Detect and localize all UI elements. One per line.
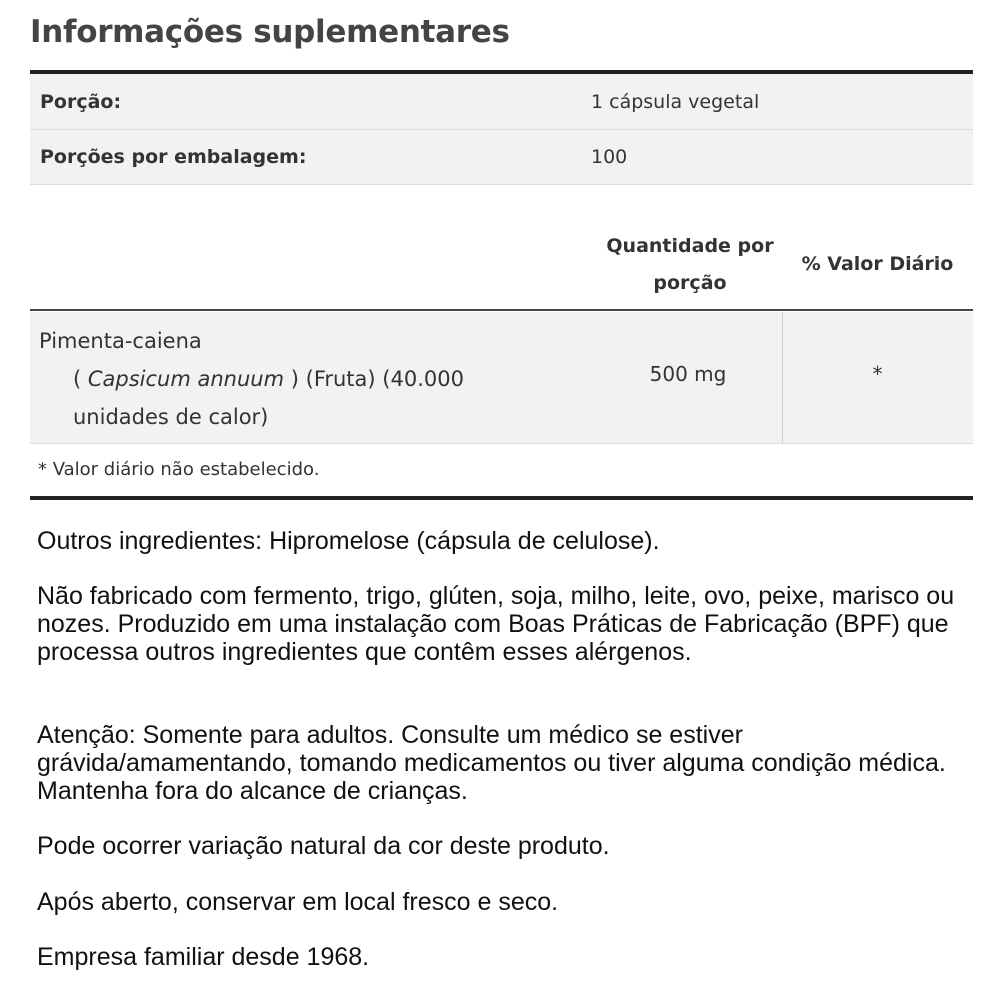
ingredient-detail-line1 — [39, 360, 464, 398]
page-title: Informações suplementares — [30, 14, 510, 50]
ingredient-amount: 500 mg — [649, 362, 727, 386]
amount-header-line2: porção — [653, 272, 727, 294]
amount-header-line1: Quantidade por — [606, 235, 774, 257]
ingredient-detail: ) (Fruta) (40.000 — [284, 367, 464, 391]
storage-text: Após aberto, conservar em local fresco e seco. — [37, 888, 559, 916]
ingredient-description — [39, 322, 464, 436]
ingredient-row — [30, 312, 973, 444]
allergen-statement: Não fabricado com fermento, trigo, glúten, soja, milho, leite, ovo, peixe, marisco ou nozes. Produzido em uma instalação com Boas Práticas de Fabricação (BPF) que processa outros ingredientes que contêm esses alérgenos. — [37, 582, 955, 666]
header-rule — [30, 309, 973, 311]
serving-size-label: Porção: — [40, 91, 122, 113]
servings-per-container-label: Porções por embalagem: — [40, 146, 307, 168]
ingredient-detail-line2: unidades de calor) — [73, 405, 269, 429]
color-variation-text: Pode ocorrer variação natural da cor deste produto. — [37, 832, 610, 860]
serving-size-row — [30, 74, 973, 130]
serving-size-value: 1 cápsula vegetal — [591, 91, 760, 113]
latin-name: Capsicum annuum — [87, 367, 285, 391]
amount-per-serving-header — [595, 228, 785, 302]
ingredient-name: Pimenta-caiena — [39, 329, 202, 353]
servings-per-container-row — [30, 130, 973, 185]
family-business-text: Empresa familiar desde 1968. — [37, 943, 370, 971]
footnote: * Valor diário não estabelecido. — [38, 459, 320, 480]
daily-value-header: % Valor Diário — [801, 253, 954, 275]
open-paren: ( — [73, 367, 88, 391]
other-ingredients-text: Outros ingredientes: Hipromelose (cápsula de celulose). — [37, 527, 660, 555]
warning-text: Atenção: Somente para adultos. Consulte um médico se estiver grávida/amamentando, tomando medicamentos ou tiver alguma condição médica. Mantenha fora do alcance de crianças. — [37, 721, 946, 805]
table-bottom-rule — [30, 496, 973, 500]
ingredient-daily-value: * — [872, 362, 883, 386]
servings-per-container-value: 100 — [591, 146, 628, 168]
